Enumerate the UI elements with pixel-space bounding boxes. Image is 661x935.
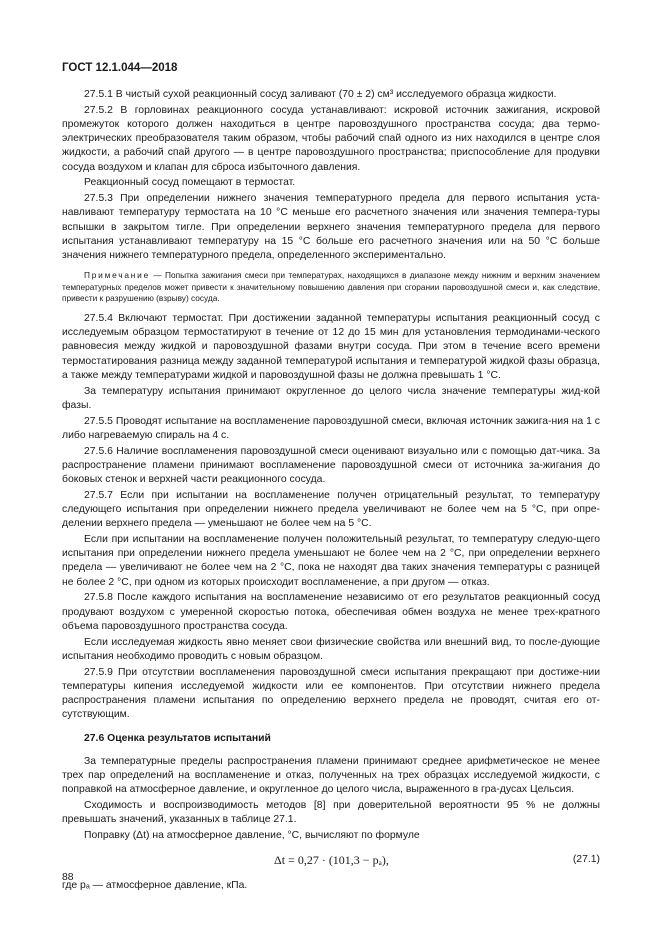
document-body — [62, 88, 600, 893]
formula-number: (27.1) — [572, 854, 600, 866]
formula — [62, 849, 600, 875]
paragraph: Если исследуемая жидкость явно меняет свои физические свойства или внешний вид, то после-дующие испытания необходимо проводить с новым образцом. — [62, 636, 600, 662]
note — [62, 270, 600, 305]
paragraph: 27.5.3 При определении нижнего значения температурного предела для первого испытания уста-навливают температуру термостата на 10 °С меньше его расчетного значения или значения темпера-туры вспышки в закрытом тигле. При определении верхнего значения температурного предела для первого испытания устанавливают температуру на 15 °С больше его расчетного значения или на 50 °С больше значения нижнего температурного предела, определенного экспериментально. — [62, 193, 600, 262]
document-header: ГОСТ 12.1.044—2018 — [62, 62, 178, 74]
paragraph: 27.5.6 Наличие воспламенения паровоздушной смеси оценивают визуально или с помощью дат-чика. За распространение пламени принимают воспламенение паровоздушной смеси от источника за-жигания до боковых стенок и верхней части реакционного сосуда. — [62, 445, 600, 486]
note-label: Примечание — [84, 270, 151, 281]
formula-expression: Δt = 0,27 · (101,3 − pₐ), — [274, 853, 389, 868]
page-number: 88 — [62, 872, 74, 883]
note-text: — Попытка зажигания смеси при температурах, находящихся в диапазоне между нижним и верхним значением температурных пределов может привести к значительному повышению давления при сгорании паровоздушной смеси и, как следствие, привести к разрушению (взрыву) сосуда. — [62, 270, 600, 304]
paragraph: 27.5.2 В горловинах реакционного сосуда устанавливают: искровой источник зажигания, искровой промежуток которого должен находиться в центре паровоздушного пространства сосуда; два термо-электрических преобразователя таким образом, чтобы рабочий спай одного из них находился в центре слоя жидкости, а рабочий спай другого — в центре паровоздушного пространства; приспособление для продувки сосуда воздухом и клапан для сброса избыточного давления. — [62, 104, 600, 173]
paragraph: 27.5.7 Если при испытании на воспламенение получен отрицательный результат, то температуру следующего испытания при определении нижнего предела увеличивают не более чем на 5 °С, при опре-делении верхнего предела — уменьшают не более чем на 5 °С. — [62, 489, 600, 530]
paragraph: Если при испытании на воспламенение получен положительный результат, то температуру следую-щего испытания при определении нижнего предела уменьшают не более чем на 2 °С, при определении верхнего предела — увеличивают не более чем на 2 °С, пока не находят два таких значения температуры с разницей не более 2 °С, при одном из которых происходит воспламенение, а при другом — отказ. — [62, 534, 600, 588]
paragraph: 27.5.4 Включают термостат. При достижении заданной температуры испытания реакционный сосуд с исследуемым образцом термостатируют в течение от 12 до 15 мин для установления термодинами-ческого равновесия между жидкой и паровоздушной фазами внутри сосуда. При этом в течение всего времени термостатирования разница между заданной температурой испытания и температурой жидкой фазы образца, а также между температурами жидкой и паровоздушной фазы не должна превышать 1 °С. — [62, 313, 600, 381]
paragraph: 27.5.1 В чистый сухой реакционный сосуд заливают (70 ± 2) см³ исследуемого образца жидкости. — [84, 89, 557, 100]
paragraph: 27.5.8 После каждого испытания на воспламенение независимо от его результатов реакционный сосуд продувают воздухом с умеренной скоростью потока, обеспечивая обмен воздуха не менее трех-кратного объема паровоздушного пространства сосуда. — [62, 592, 600, 632]
section-heading: 27.6 Оценка результатов испытаний — [84, 733, 271, 745]
formula-legend: где pₐ — атмосферное давление, кПа. — [62, 880, 248, 892]
paragraph: Реакционный сосуд помещают в термостат. — [84, 177, 296, 189]
paragraph: Поправку (Δt) на атмосферное давление, °С, вычисляют по формуле — [84, 829, 420, 841]
paragraph: За температуру испытания принимают округленное до целого числа значение температуры жид-кой фазы. — [62, 385, 600, 411]
paragraph: 27.5.9 При отсутствии воспламенения паровоздушной смеси испытания прекращают при достиже-нии температуры кипения исследуемой жидкости или ее компонентов. При отсутствии нижнего предела распространения пламени испытания по определению верхнего предела не проводят, считая его от-сутствующим. — [62, 666, 600, 721]
paragraph: Сходимость и воспроизводимость методов [8] при доверительной вероятности 95 % не должны превышать значений, указанных в таблице 27.1. — [62, 799, 600, 826]
paragraph: За температурные пределы распространения пламени принимают среднее арифметическое не менее трех пар определений на воспламенение и отказ, полученных на трех образцах исследуемой жидкости, с поправкой на атмосферное давление, и округленное до целого числа, выраженного в гра-дусах Цельсия. — [62, 755, 600, 796]
paragraph: 27.5.5 Проводят испытание на воспламенение паровоздушной смеси, включая источник зажига-ния на 1 с либо нагреваемую спираль на 4 с. — [62, 415, 600, 441]
